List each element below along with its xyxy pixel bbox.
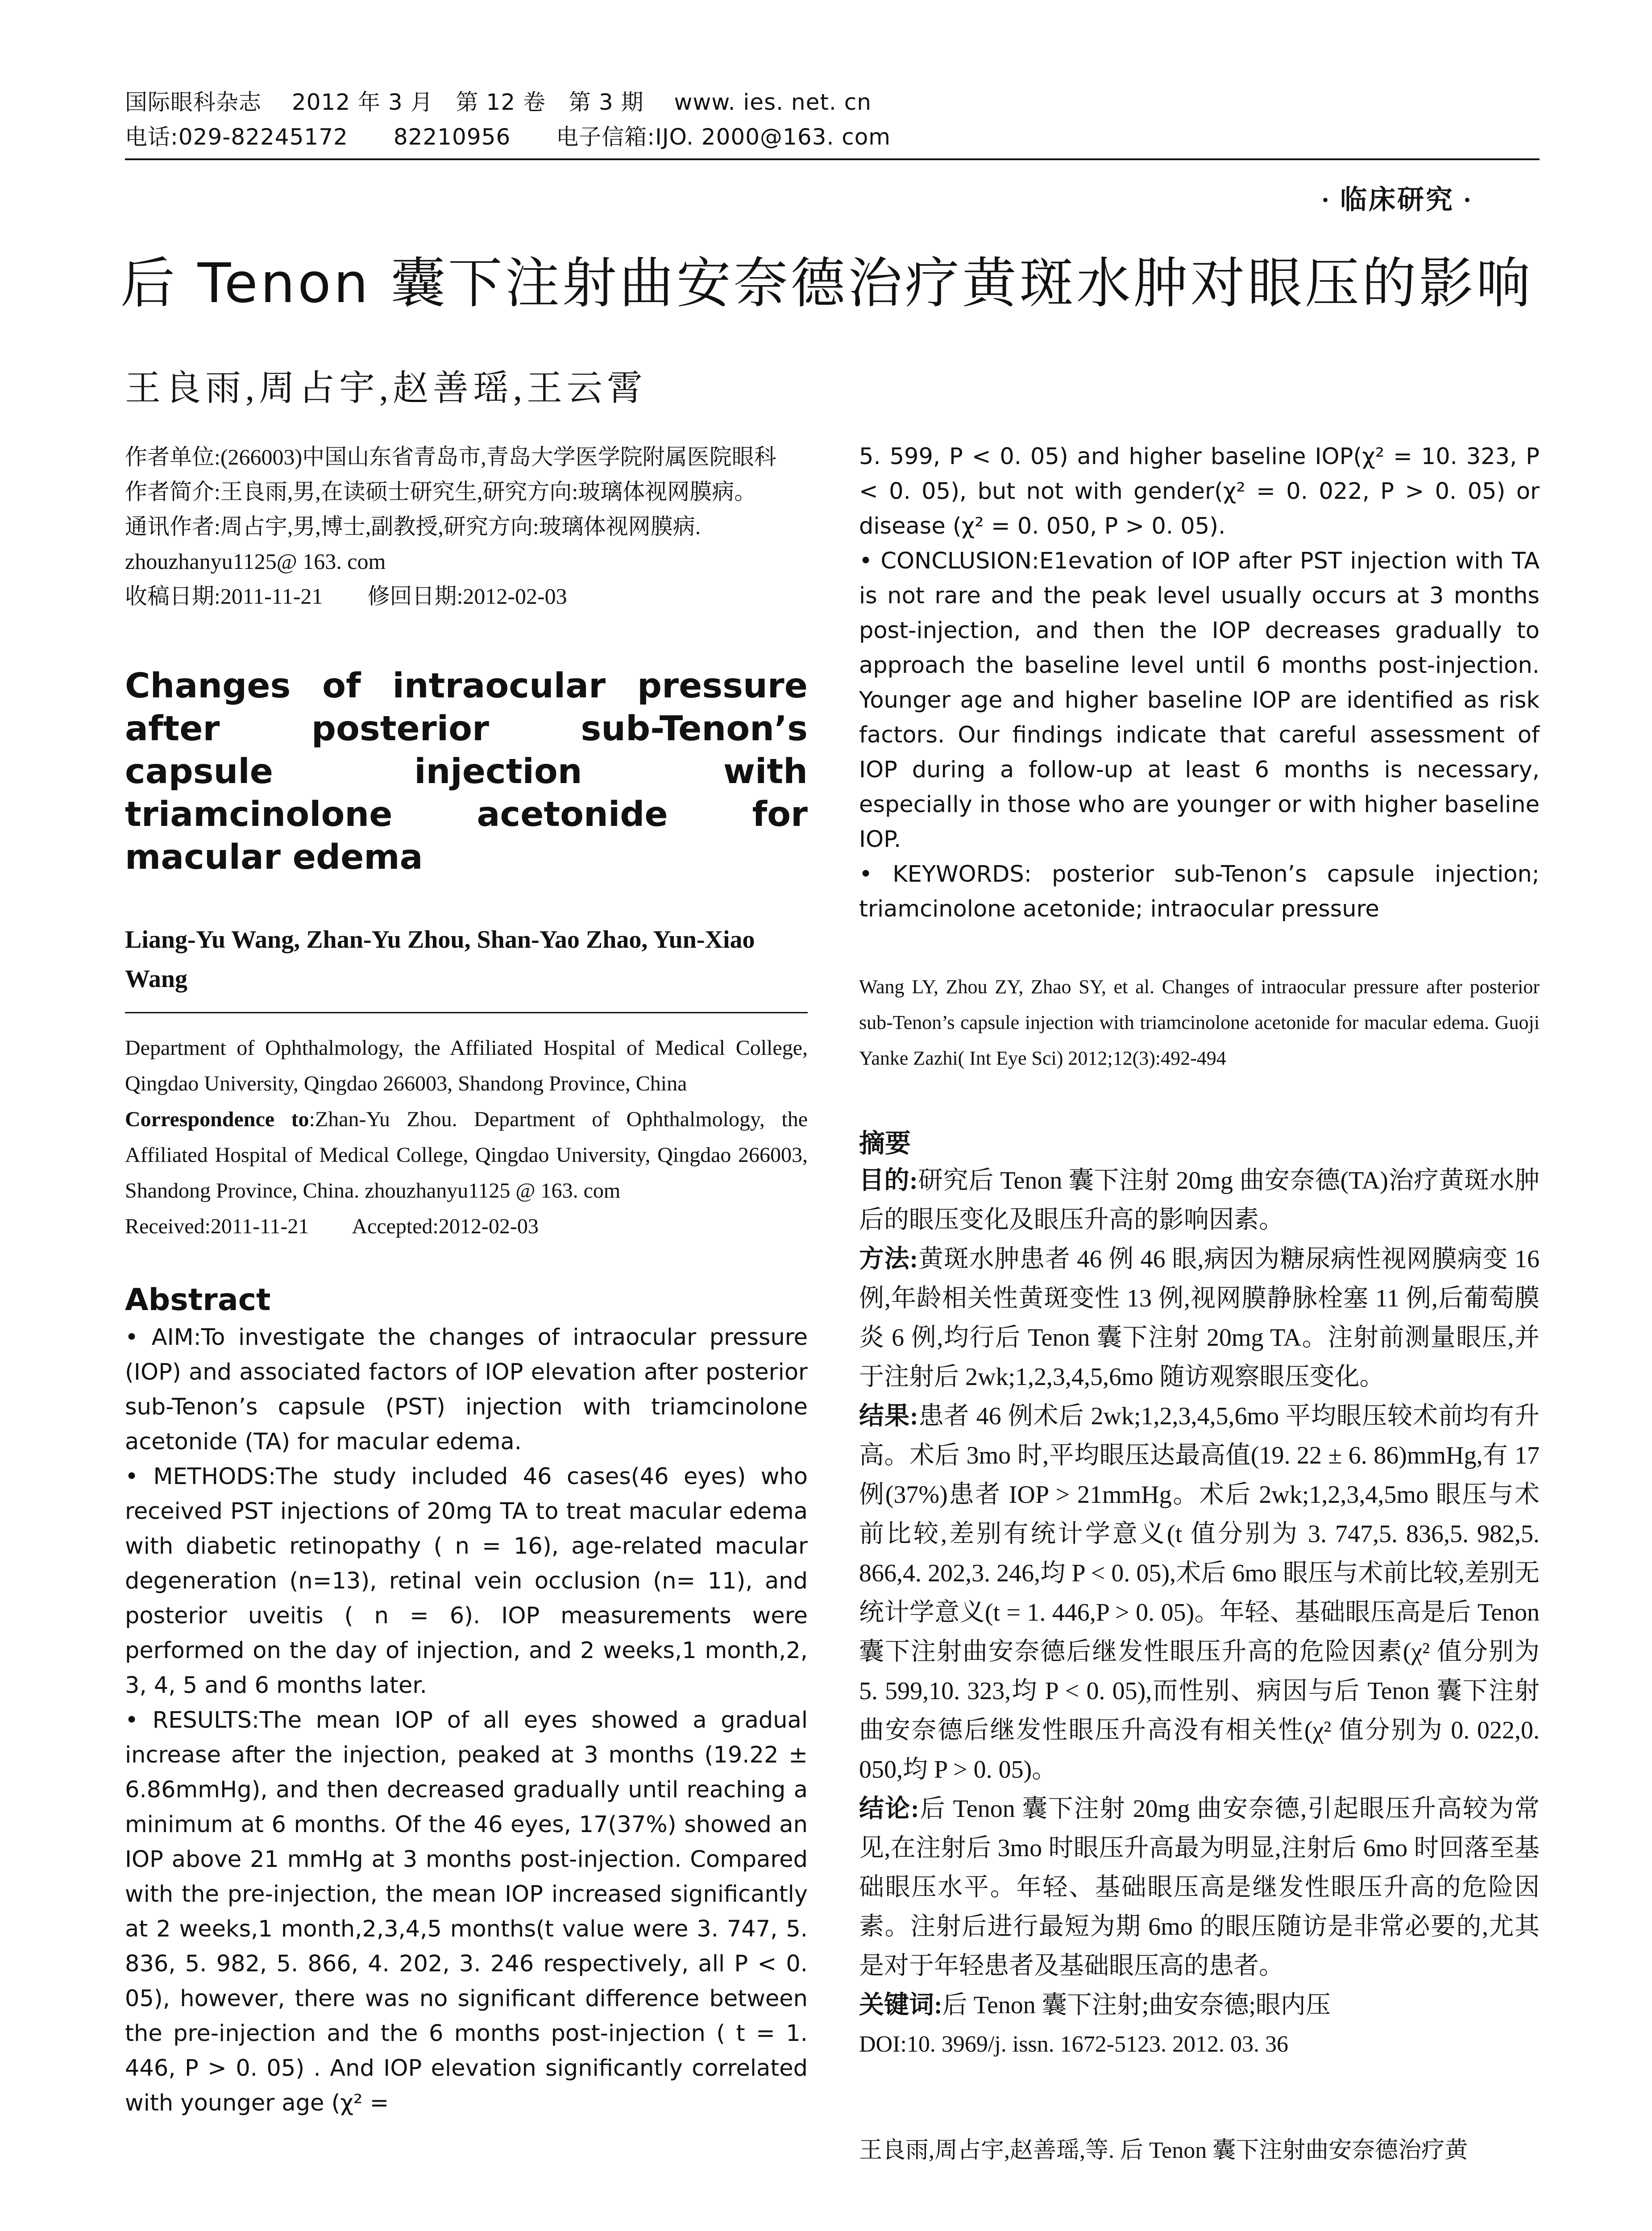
correspondence-en — [125, 1102, 808, 1209]
chinese-conclusion — [859, 1789, 1540, 1986]
correspondence-text: :Zhan-Yu Zhou. Department of Ophthalmology, the Affiliated Hospital of Medical College, Qingdao University, Qingdao 266003, Shandong Province, China. zhouzhanyu1125 @ 163. com — [125, 1107, 808, 1203]
chinese-abstract-heading: 摘要 — [859, 1128, 911, 1158]
left-column — [125, 440, 808, 2121]
correspondence-label: Correspondence to — [125, 1107, 309, 1131]
abstract-keywords: • KEYWORDS: posterior sub-Tenon’s capsule injection; triamcinolone acetonide; intraocular pressure — [859, 861, 1540, 922]
corresponding-author: 通讯作者:周占宇,男,博士,副教授,研究方向:玻璃体视网膜病. zhouzhanyu1125@ 163. com — [125, 514, 701, 574]
doi: DOI:10. 3969/j. issn. 1672-5123. 2012. 03. 36 — [859, 2032, 1288, 2057]
chinese-aim — [859, 1161, 1540, 1240]
abstract-conclusion: • CONCLUSION:E1evation of IOP after PST injection with TA is not rare and the peak level usually occurs at 3 months post-injection, and then the IOP decreases gradually to approach the baseline level until 6 months post-injection. Younger age and higher baseline IOP are identified as risk factors. Our findings indicate that careful assessment of IOP during a follow-up at least 6 months is necessary, especially in those who are younger or with higher baseline IOP. — [859, 548, 1540, 853]
received-accepted: Received:2011-11-21 Accepted:2012-02-03 — [125, 1215, 539, 1238]
author-bio: 作者简介:王良雨,男,在读硕士研究生,研究方向:玻璃体视网膜病。 — [125, 479, 757, 504]
author-divider — [125, 1012, 808, 1013]
chinese-keywords-label: 关键词: — [859, 1991, 942, 2019]
chinese-title: 后 Tenon 囊下注射曲安奈德治疗黄斑水肿对眼压的影响 — [120, 252, 1533, 315]
right-column — [859, 440, 1540, 2064]
chinese-results-text: 患者 46 例术后 2wk;1,2,3,4,5,6mo 平均眼压较术前均有升高。术后 3mo 时,平均眼压达最高值(19. 22 ± 6. 86)mmHg,有 17 例(37%)患者 IOP > 21mmHg。术后 2wk;1,2,3,4,5mo 眼压与术前比较,差别有统计学意义(t 值分别为 3. 747,5. 836,5. 982,5. 866,4. 202,3. 246,均 P < 0. 05),术后 6mo 眼压与术前比较,差别无统计学意义(t = 1. 446,P > 0. 05)。年轻、基础眼压高是后 Tenon 囊下注射曲安奈德后继发性眼压升高的危险因素(χ² 值分别为 5. 599,10. 323,均 P < 0. 05),而性别、病因与后 Tenon 囊下注射曲安奈德后继发性眼压升高没有相关性(χ² 值分别为 0. 022,0. 050,均 P > 0. 05)。 — [859, 1402, 1540, 1783]
english-title: Changes of intraocular pressure after posterior sub-Tenon’s capsule injection with triamcinolone acetonide for macular edema — [125, 666, 808, 877]
affiliation: 作者单位:(266003)中国山东省青岛市,青岛大学医学院附属医院眼科 — [125, 444, 776, 469]
journal-info-line: 国际眼科杂志 2012 年 3 月 第 12 卷 第 3 期 www. ies. net. cn — [125, 89, 872, 115]
chinese-methods — [859, 1240, 1540, 1397]
abstract-results: • RESULTS:The mean IOP of all eyes showed a gradual increase after the injection, peaked at 3 months (19.22 ± 6.86mmHg), and then decreased gradually until reaching a minimum at 6 months. Of the 46 eyes, 17(37%) showed an IOP above 21 mmHg at 3 months post-injection. Compared with the pre-injection, the mean IOP increased significantly at 2 weeks,1 month,2,3,4,5 months(t value were 3. 747, 5. 836, 5. 982, 5. 866, 4. 202, 3. 246 respectively, all P < 0. 05), however, there was no significant difference between the pre-injection and the 6 months post-injection ( t = 1. 446, P > 0. 05) . And IOP elevation significantly correlated with younger age (χ² = — [125, 1707, 808, 2116]
department: Department of Ophthalmology, the Affiliated Hospital of Medical College, Qingdao University, Qingdao 266003, Shandong Province, China — [125, 1036, 808, 1095]
chinese-conclusion-label: 结论: — [859, 1795, 919, 1823]
chinese-conclusion-text: 后 Tenon 囊下注射 20mg 曲安奈德,引起眼压升高较为常见,在注射后 3mo 时眼压升高最为明显,注射后 6mo 时回落至基础眼压水平。年轻、基础眼压高是继发性眼压升高的危险因素。注射后进行最短为期 6mo 的眼压随访是非常必要的,尤其是对于年轻患者及基础眼压高的患者。 — [859, 1795, 1540, 1980]
abstract-heading: Abstract — [125, 1282, 271, 1318]
received-dates-cn: 收稿日期:2011-11-21 修回日期:2012-02-03 — [125, 584, 567, 609]
chinese-results-label: 结果: — [859, 1402, 918, 1430]
journal-header — [125, 85, 1540, 154]
english-authors: Liang-Yu Wang, Zhan-Yu Zhou, Shan-Yao Zhao, Yun-Xiao Wang — [125, 926, 755, 993]
journal-contact-line: 电话:029-82245172 82210956 电子信箱:IJO. 2000@163. com — [125, 124, 891, 150]
chinese-results — [859, 1397, 1540, 1789]
running-footer: 王良雨,周占宇,赵善瑶,等. 后 Tenon 囊下注射曲安奈德治疗黄 — [859, 2138, 1468, 2163]
abstract-methods: • METHODS:The study included 46 cases(46 eyes) who received PST injections of 20mg TA to treat macular edema with diabetic retinopathy ( n = 16), age-related macular degeneration (n=13), retinal vein occlusion (n= 11), and posterior uveitis ( n = 6). IOP measurements were performed on the day of injection, and 2 weeks,1 month,2, 3, 4, 5 and 6 months later. — [125, 1464, 808, 1699]
chinese-methods-text: 黄斑水肿患者 46 例 46 眼,病因为糖尿病性视网膜病变 16 例,年龄相关性黄斑变性 13 例,视网膜静脉栓塞 11 例,后葡萄膜炎 6 例,均行后 Tenon 囊下注射 20mg TA。注射前测量眼压,并于注射后 2wk;1,2,3,4,5,6mo 随访观察眼压变化。 — [859, 1245, 1540, 1391]
header-rule — [125, 158, 1540, 160]
department-info — [125, 1030, 808, 1244]
chinese-keywords-text: 后 Tenon 囊下注射;曲安奈德;眼内压 — [942, 1991, 1331, 2019]
chinese-aim-text: 研究后 Tenon 囊下注射 20mg 曲安奈德(TA)治疗黄斑水肿后的眼压变化及眼压升高的影响因素。 — [859, 1167, 1540, 1234]
author-info — [125, 440, 808, 614]
chinese-keywords — [859, 1986, 1540, 2025]
chinese-methods-label: 方法: — [859, 1245, 918, 1273]
section-tag: · 临床研究 · — [1320, 185, 1474, 215]
abstract-aim: • AIM:To investigate the changes of intraocular pressure (IOP) and associated factors of IOP elevation after posterior sub-Tenon’s capsule (PST) injection with triamcinolone acetonide (TA) for macular edema. — [125, 1324, 808, 1455]
chinese-authors: 王良雨,周占宇,赵善瑶,王云霄 — [125, 369, 647, 408]
chinese-aim-label: 目的: — [859, 1167, 918, 1194]
citation: Wang LY, Zhou ZY, Zhao SY, et al. Changes of intraocular pressure after posterior sub-Tenon’s capsule injection with triamcinolone acetonide for macular edema. Guoji Yanke Zazhi( Int Eye Sci) 2012;12(3):492-494 — [859, 976, 1540, 1069]
abstract-results-continued: 5. 599, P < 0. 05) and higher baseline IOP(χ² = 10. 323, P < 0. 05), but not with gender(χ² = 0. 022, P > 0. 05) or disease (χ² = 0. 050, P > 0. 05). — [859, 444, 1540, 539]
